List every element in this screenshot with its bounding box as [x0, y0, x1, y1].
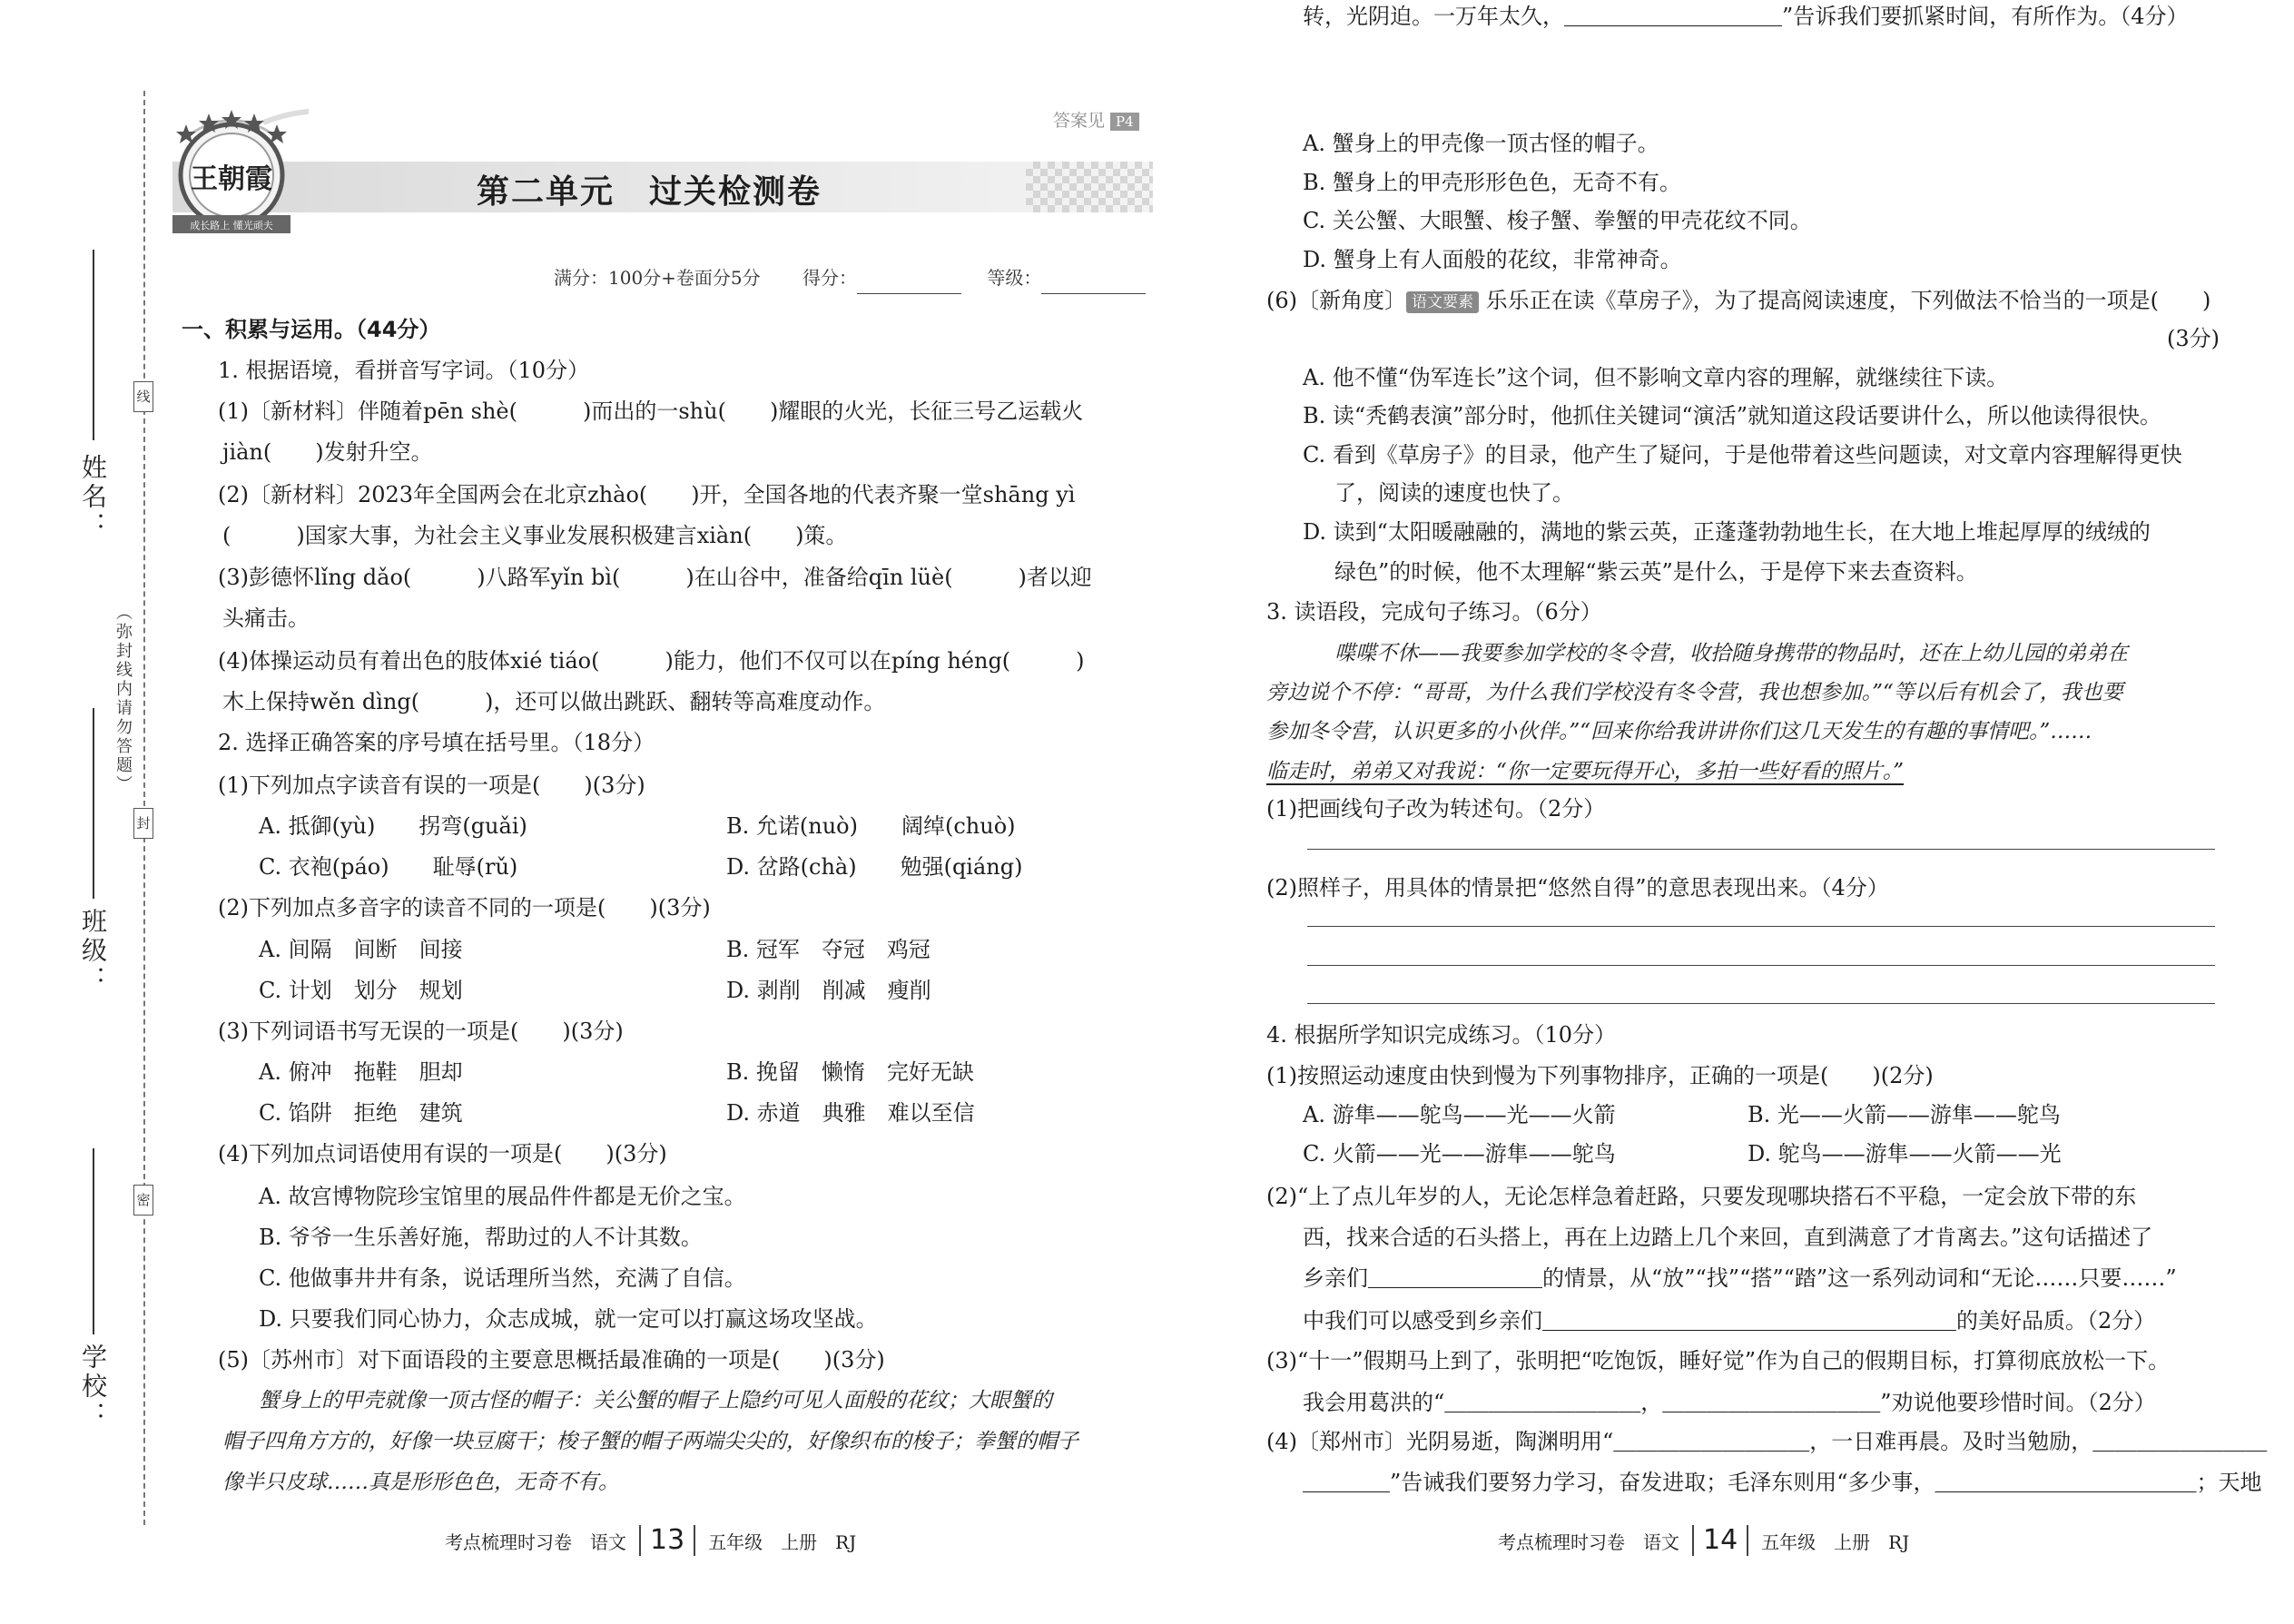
footer-right: [1498, 1525, 1909, 1558]
text-line: [1266, 1059, 1934, 1096]
text-line: [1266, 715, 2092, 752]
option-right: B. 允诺(nuò) 阔绰(chuò): [726, 813, 1016, 839]
line-text: 蟹身上的甲壳就像一顶古怪的帽子：关公蟹的帽子上隐约可见人面般的花纹；大眼蟹的: [259, 1389, 1052, 1412]
left-page: [172, 0, 1157, 1624]
line-text: (6)〔新角度〕: [1266, 288, 1406, 313]
line-text: A. 抵御(yù) 拐弯(guǎi): [259, 813, 527, 839]
text-line: [1303, 361, 2008, 398]
text-line: [259, 810, 527, 846]
line-text: 绿色”的时候，他不太理解“紫云英”是什么，于是停下来去查资料。: [1334, 559, 1978, 585]
line-text: 1. 根据语境，看拼音写字词。（10分）: [218, 358, 590, 383]
line-text: A. 他不懂“伪军连长”这个词，但不影响文章内容的理解，就继续往下读。: [1303, 365, 2009, 390]
text-line: [1266, 1425, 2267, 1462]
line-text: 乡亲们＿＿＿＿＿＿＿＿的情景，从“放”“找”“搭”“踏”这一系列动词和“无论……只要……”: [1303, 1265, 2177, 1291]
line-text: 喋喋不休——我要参加学校的冬令营，收拾随身携带的物品时，还在上幼儿园的弟弟在: [1334, 642, 2128, 665]
line-text: (1)按照运动速度由快到慢为下列事物排序，正确的一项是( )(2分): [1266, 1063, 1934, 1088]
line-text: (3)彭德怀lǐng dǎo( )八路军yǐn bì( )在山谷中，准备给qīn lüè( )者以迎: [218, 565, 1092, 590]
text-line: [1266, 1180, 2136, 1216]
seal-mark-feng: 封: [133, 808, 153, 839]
text-line: [259, 933, 463, 969]
class-label: 班级：: [78, 908, 108, 995]
line-text: C. 衣袍(páo) 耻辱(rǔ): [259, 854, 518, 880]
line-text: (2)下列加点多音字的读音不同的一项是( )(3分): [218, 895, 711, 920]
text-line: [1266, 1019, 1616, 1055]
line-text: A. 蟹身上的甲壳像一顶古怪的帽子。: [1303, 131, 1659, 156]
line-text: B. 爷爷一生乐善好施，帮助过的人不计其数。: [259, 1225, 703, 1250]
text-line: [259, 1097, 463, 1133]
line-text: C. 火箭——光——游隼——鸵鸟: [1303, 1141, 1616, 1166]
line-text: (2)“上了点儿年岁的人，无论怎样急着赶路，只要发现哪块搭石不平稳，一定会放下带的东: [1266, 1184, 2137, 1209]
line-text: C. 他做事井井有条，说话理所当然，充满了自信。: [259, 1265, 746, 1291]
text-line: [218, 891, 711, 928]
text-line: [1266, 871, 1889, 908]
text-line: [1334, 556, 1978, 592]
line-text: (1)把画线句子改为转述句。（2分）: [1266, 796, 1606, 822]
line-text: jiàn( )发射升空。: [222, 439, 433, 465]
text-line: [1266, 676, 2123, 713]
text-line: [182, 313, 440, 349]
text-line: [1334, 637, 2128, 674]
text-line: [1303, 1137, 1616, 1174]
text-line: [1303, 1304, 2155, 1341]
page-title: 第二单元 过关检测卷: [477, 173, 822, 211]
right-page: [1266, 0, 2268, 1624]
text-line: [1303, 516, 2151, 552]
line-text: D. 读到“太阳暖融融的，满地的紫云英，正蓬蓬勃勃地生长，在大地上堆起厚厚的绒绒的: [1303, 519, 2151, 545]
text-line: [1303, 1221, 2152, 1257]
text-line: [218, 1015, 624, 1051]
text-line: [1303, 1466, 2262, 1502]
school-label: 学校：: [78, 1343, 108, 1431]
line-text: 帽子四角方方的，好像一块豆腐干；梭子蟹的帽子两端尖尖的，好像织布的梭子；拳蟹的帽子: [222, 1430, 1078, 1453]
seal-mark-mi: 密: [133, 1185, 153, 1216]
text-line: [222, 602, 310, 638]
text-line: [1303, 0, 2189, 36]
text-line: [218, 1343, 885, 1380]
text-line: [218, 395, 1083, 431]
line-text: A. 游隼——鸵鸟——光——火箭: [1303, 1102, 1616, 1127]
text-line: [222, 1425, 1078, 1462]
text-line: [222, 436, 433, 472]
page-number: 13: [639, 1525, 695, 1556]
line-text: A. 间隔 间断 间接: [259, 937, 463, 962]
text-line: [218, 726, 655, 763]
line-text: (5)〔苏州市〕对下面语段的主要意思概括最准确的一项是( )(3分): [218, 1347, 885, 1373]
option-right: B. 冠军 夺冠 鸡冠: [726, 937, 930, 962]
line-text: 中我们可以感受到乡亲们＿＿＿＿＿＿＿＿＿＿＿＿＿＿＿＿＿＿＿的美好品质。（2分）: [1303, 1308, 2156, 1334]
footer-series: 考点梳理时习卷 语文: [445, 1531, 626, 1553]
text-line: [1266, 1344, 2170, 1381]
answer-ref-label: 答案见: [1053, 111, 1106, 131]
footer-left: [445, 1525, 856, 1558]
line-text: 旁边说个不停：“哥哥，为什么我们学校没有冬令营，我也想参加。”“等以后有机会了，我也要: [1266, 681, 2123, 704]
line-text: ( )国家大事，为社会主义事业发展积极建言xiàn( )策。: [222, 523, 848, 548]
line-text: (2)照样子，用具体的情景把“悠然自得”的意思表现出来。（4分）: [1266, 875, 1889, 901]
text-line: [1266, 792, 1605, 829]
line-text: B. 蟹身上的甲壳形形色色，无奇不有。: [1303, 170, 1681, 195]
line-text: (3)下列词语书写无误的一项是( )(3分): [218, 1019, 624, 1044]
line-text: (4)〔郑州市〕光阴易逝，陶渊明用“＿＿＿＿＿＿＿＿＿，一日难再晨。及时当勉励，＿＿＿＿＿＿＿＿: [1266, 1429, 2268, 1454]
line-text: 临走时，弟弟又对我说：“你一定要玩得开心，多拍一些好看的照片。”: [1266, 760, 1905, 783]
option-right: D. 鸵鸟——游隼——火箭——光: [1748, 1141, 2062, 1166]
line-text: (3分): [2167, 326, 2220, 351]
answer-line[interactable]: [1307, 965, 2215, 966]
line-text: D. 蟹身上有人面般的花纹，非常神奇。: [1303, 247, 1682, 272]
line-text: 转，光阴迫。一万年太久，＿＿＿＿＿＿＿＿＿＿”告诉我们要抓紧时间，有所作为。（4分）: [1303, 4, 2189, 29]
line-text: 参加冬令营，认识更多的小伙伴。”“回来你给我讲讲你们这几天发生的有趣的事情吧。”……: [1266, 720, 2092, 743]
line-text: B. 读“秃鹤表演”部分时，他抓住关键词“演活”就知道这段话要讲什么，所以他读得很快。: [1303, 403, 2161, 428]
line-text: 了，阅读的速度也快了。: [1334, 480, 1574, 506]
option-right: B. 光——火箭——游隼——鸵鸟: [1748, 1102, 2061, 1127]
text-line: [259, 1180, 746, 1216]
line-text: D. 只要我们同心协力，众志成城，就一定可以打赢这场攻坚战。: [259, 1306, 878, 1332]
binding-margin: [0, 0, 159, 1624]
text-line: [259, 1303, 878, 1339]
seal-mark-xian: 线: [133, 381, 153, 412]
footer-grade: 五年级 上册 RJ: [708, 1531, 857, 1553]
text-line: [218, 561, 1092, 597]
text-line: [222, 1466, 619, 1502]
page-number: 14: [1692, 1525, 1748, 1556]
answer-line[interactable]: [1307, 849, 2215, 850]
line-text: (1)〔新材料〕伴随着pēn shè( )而出的一shù( )耀眼的火光，长征三号乙运载火: [218, 399, 1084, 424]
class-field[interactable]: [93, 708, 94, 899]
category-badge: 语文要素: [1406, 291, 1479, 313]
grade-label: 等级：: [987, 267, 1042, 289]
line-text: 2. 选择正确答案的序号填在括号里。（18分）: [218, 730, 655, 755]
line-text: C. 关公蟹、大眼蟹、梭子蟹、拳蟹的甲壳花纹不同。: [1303, 208, 1812, 233]
option-right: B. 挽留 懒惰 完好无缺: [726, 1059, 974, 1085]
line-text: 西，找来合适的石头搭上，再在上边踏上几个来回，直到满意了才肯离去。”这句话描述了: [1303, 1225, 2153, 1250]
text-line: [218, 1137, 667, 1174]
no-answer-note: （弥封线内请勿答题）: [113, 604, 133, 794]
text-line: [218, 769, 645, 805]
line-text: C. 馅阱 拒绝 建筑: [259, 1100, 463, 1126]
text-line: [1266, 595, 1602, 632]
logo-ribbon: 成长路上 懂光顽夫: [190, 220, 273, 231]
text-line: [259, 851, 517, 887]
text-line: [259, 974, 463, 1010]
school-field[interactable]: [93, 1148, 94, 1334]
line-text: A. 俯冲 拖鞋 胆却: [259, 1059, 463, 1085]
answer-line[interactable]: [1307, 926, 2215, 927]
line-text: (4)下列加点词语使用有误的一项是( )(3分): [218, 1141, 667, 1166]
line-text: C. 计划 划分 规划: [259, 978, 463, 1003]
text-line: [1266, 284, 2210, 320]
text-line: [218, 354, 589, 390]
line-text: 头痛击。: [222, 605, 310, 631]
option-right: D. 剥削 削减 瘦削: [726, 978, 931, 1003]
line-text: 木上保持wěn dìng( )，还可以做出跳跃、翻转等高难度动作。: [222, 689, 886, 714]
answer-line[interactable]: [1307, 1003, 2215, 1004]
text-line: [1303, 1262, 2177, 1298]
text-line: [1303, 399, 2161, 436]
line-text: C. 看到《草房子》的目录，他产生了疑问，于是他带着这些问题读，对文章内容理解得更快: [1303, 442, 2182, 468]
line-text: 3. 读语段，完成句子练习。（6分）: [1266, 599, 1602, 625]
text-line: [259, 1262, 746, 1298]
score-label: 得分：: [802, 267, 858, 289]
footer-series: 考点梳理时习卷 语文: [1498, 1531, 1679, 1553]
line-text: (4)体操运动员有着出色的肢体xié tiáo( )能力，他们不仅可以在píng héng( ): [218, 648, 1085, 674]
answer-page-badge: P4: [1110, 113, 1139, 131]
line-text: 一、积累与运用。（44分）: [182, 317, 441, 342]
option-right: D. 赤道 典雅 难以至信: [726, 1100, 975, 1126]
text-line: [1303, 243, 1682, 280]
line-text: 4. 根据所学知识完成练习。（10分）: [1266, 1022, 1617, 1048]
option-right: D. 岔路(chà) 勉强(qiáng): [726, 854, 1023, 880]
text-line: [1334, 477, 1574, 513]
text-line: [259, 1384, 1052, 1421]
line-text: 像半只皮球……真是形形色色，无奇不有。: [222, 1471, 619, 1494]
text-line: [218, 478, 1075, 515]
text-line: [1266, 755, 1904, 792]
full-score-text: 满分：100分+卷面分5分: [554, 267, 761, 289]
text-line: [1303, 1098, 1616, 1135]
footer-grade: 五年级 上册 RJ: [1761, 1531, 1910, 1553]
text-line: [259, 1056, 463, 1092]
text-line: [222, 685, 885, 722]
line-text: (2)〔新材料〕2023年全国两会在北京zhào( )开，全国各地的代表齐聚一堂shāng yì: [218, 482, 1076, 507]
text-line: [1303, 438, 2182, 475]
text-line: [2167, 322, 2220, 359]
line-text: 我会用葛洪的“＿＿＿＿＿＿＿＿＿，＿＿＿＿＿＿＿＿＿＿”劝说他要珍惜时间。（2分）: [1303, 1390, 2156, 1415]
text-line: [1303, 127, 1659, 163]
text-line: [1303, 1386, 2156, 1422]
text-line: [1303, 166, 1681, 202]
line-text: (1)下列加点字读音有误的一项是( )(3分): [218, 773, 645, 798]
text-line: [1303, 204, 1812, 241]
line-text: A. 故宫博物院珍宝馆里的展品件件都是无价之宝。: [259, 1184, 746, 1209]
line-text-cont: 乐乐正在读《草房子》，为了提高阅读速度，下列做法不恰当的一项是( ): [1479, 288, 2211, 313]
line-text: (3)“十一”假期马上到了，张明把“吃饱饭，睡好觉”作为自己的假期目标，打算彻底放松一下。: [1266, 1348, 2171, 1373]
text-line: [259, 1221, 703, 1257]
name-label: 姓名：: [78, 454, 108, 541]
text-line: [218, 645, 1085, 681]
text-line: [222, 519, 847, 556]
line-text: ＿＿＿＿”告诫我们要努力学习，奋发进取；毛泽东则用“多少事，＿＿＿＿＿＿＿＿＿＿＿＿；天地: [1303, 1470, 2262, 1495]
logo-text: 王朝霞: [191, 163, 272, 195]
name-field[interactable]: [93, 250, 94, 440]
